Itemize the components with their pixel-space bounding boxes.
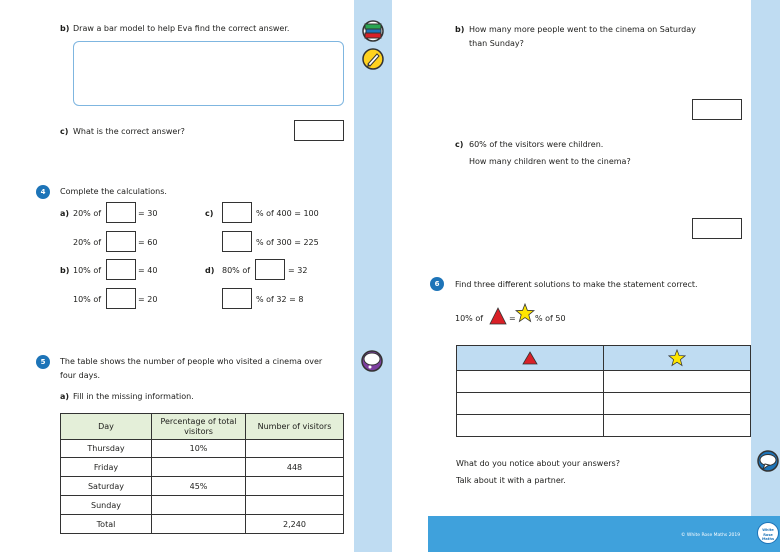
q3b-text: Draw a bar model to help Eva find the correct answer. [73, 24, 290, 33]
cinema-visitors-table [60, 413, 344, 534]
solution-cell[interactable] [457, 415, 604, 437]
cell-percentage: 10% [152, 440, 246, 458]
cell-visitors: 448 [246, 458, 344, 477]
solution-cell[interactable] [604, 393, 751, 415]
partner-text: Talk about it with a partner. [456, 476, 566, 485]
q3c-letter: c) [60, 127, 69, 136]
q4c-row1-post: % of 400 = 100 [256, 209, 319, 218]
solution-cell[interactable] [604, 415, 751, 437]
speech-bubble-icon [757, 450, 779, 472]
logo-line3: Maths [761, 537, 775, 541]
q3c-answer-box[interactable] [294, 120, 344, 141]
q4c-row2-post: % of 300 = 225 [256, 238, 319, 247]
q6-title: Find three different solutions to make the statement correct. [455, 280, 698, 289]
q5c-line2: How many children went to the cinema? [469, 157, 631, 166]
q4b-letter: b) [60, 266, 70, 275]
q4c-row2-box[interactable] [222, 231, 252, 252]
q4a-row2-post: = 60 [138, 238, 158, 247]
table-row [457, 371, 751, 393]
cell-percentage[interactable] [152, 458, 246, 477]
header-percentage-line1: Percentage of total [160, 416, 237, 426]
q5-title-line2: four days. [60, 371, 101, 380]
solution-cell[interactable] [457, 393, 604, 415]
notice-text: What do you notice about your answers? [456, 459, 620, 468]
header-percentage-line2: visitors [184, 426, 213, 436]
q6-statement-pre: 10% of [455, 314, 484, 323]
cell-visitors: 2,240 [246, 515, 344, 534]
cell-visitors[interactable] [246, 496, 344, 515]
q3b-letter: b) [60, 24, 70, 33]
cell-day: Friday [61, 458, 152, 477]
header-triangle [457, 346, 604, 371]
q4b-row1-box[interactable] [106, 259, 136, 280]
cell-day: Sunday [61, 496, 152, 515]
logo-line1: White [762, 528, 774, 532]
cell-day: Total [61, 515, 152, 534]
q5b-line2: than Sunday? [469, 39, 524, 48]
table-row [61, 458, 344, 477]
cell-percentage: 45% [152, 477, 246, 496]
q5b-line1: How many more people went to the cinema on Saturday [469, 25, 696, 34]
q4b-row2-post: = 20 [138, 295, 158, 304]
question-6-badge: 6 [430, 277, 444, 291]
q6-statement-eq: = [509, 314, 516, 323]
book-icon [362, 20, 384, 42]
header-day: Day [61, 414, 152, 440]
q5c-letter: c) [455, 140, 464, 149]
header-star [604, 346, 751, 371]
q4c-letter: c) [205, 209, 214, 218]
cell-day: Saturday [61, 477, 152, 496]
q5a-text: Fill in the missing information. [73, 392, 194, 401]
q5a-letter: a) [60, 392, 70, 401]
q3c-text: What is the correct answer? [73, 127, 185, 136]
header-visitors: Number of visitors [246, 414, 344, 440]
q4a-row2-box[interactable] [106, 231, 136, 252]
bar-model-answer-box[interactable] [73, 41, 344, 106]
table-row [61, 440, 344, 458]
cell-visitors[interactable] [246, 440, 344, 458]
cell-percentage[interactable] [152, 496, 246, 515]
solution-cell[interactable] [457, 371, 604, 393]
q4d-row1-box[interactable] [255, 259, 285, 280]
q5c-line1: 60% of the visitors were children. [469, 140, 604, 149]
q4a-row2-pre: 20% of [73, 238, 102, 247]
thinking-cloud-icon [361, 350, 383, 372]
q4d-row2-post: % of 32 = 8 [256, 295, 304, 304]
cell-percentage[interactable] [152, 515, 246, 534]
q5c-answer-box[interactable] [692, 218, 742, 239]
question-5-badge: 5 [36, 355, 50, 369]
q4a-row1-pre: 20% of [73, 209, 102, 218]
center-strip [354, 0, 392, 552]
pencil-icon [362, 48, 384, 70]
white-rose-maths-logo [757, 522, 779, 544]
q4d-row1-post: = 32 [288, 266, 308, 275]
q4b-row1-post: = 40 [138, 266, 158, 275]
table-row [457, 415, 751, 437]
q5-title-line1: The table shows the number of people who visited a cinema over [60, 357, 323, 366]
solution-cell[interactable] [604, 371, 751, 393]
table-header-row [61, 414, 344, 440]
logo-line2: Rose [763, 532, 773, 537]
q4d-row2-box[interactable] [222, 288, 252, 309]
question-4-badge: 4 [36, 185, 50, 199]
solutions-table [456, 345, 751, 437]
triangle-icon [522, 351, 538, 365]
cell-day: Thursday [61, 440, 152, 458]
q4a-row1-box[interactable] [106, 202, 136, 223]
q5b-letter: b) [455, 25, 465, 34]
q4c-row1-box[interactable] [222, 202, 252, 223]
header-percentage [152, 414, 246, 440]
q4b-row2-pre: 10% of [73, 295, 102, 304]
footer-copyright: © White Rose Maths 2019 [681, 533, 741, 538]
triangle-icon [489, 307, 507, 325]
solutions-header-row [457, 346, 751, 371]
q4b-row1-pre: 10% of [73, 266, 102, 275]
table-row [61, 496, 344, 515]
table-row [457, 393, 751, 415]
q4-title: Complete the calculations. [60, 187, 167, 196]
table-row [61, 515, 344, 534]
q4d-row1-pre: 80% of [222, 266, 251, 275]
cell-visitors[interactable] [246, 477, 344, 496]
q4a-letter: a) [60, 209, 70, 218]
star-icon [515, 303, 535, 323]
q5b-answer-box[interactable] [692, 99, 742, 120]
q4b-row2-box[interactable] [106, 288, 136, 309]
q6-statement-post: % of 50 [535, 314, 566, 323]
q4d-letter: d) [205, 266, 215, 275]
star-icon [668, 349, 686, 367]
table-row [61, 477, 344, 496]
q4a-row1-post: = 30 [138, 209, 158, 218]
